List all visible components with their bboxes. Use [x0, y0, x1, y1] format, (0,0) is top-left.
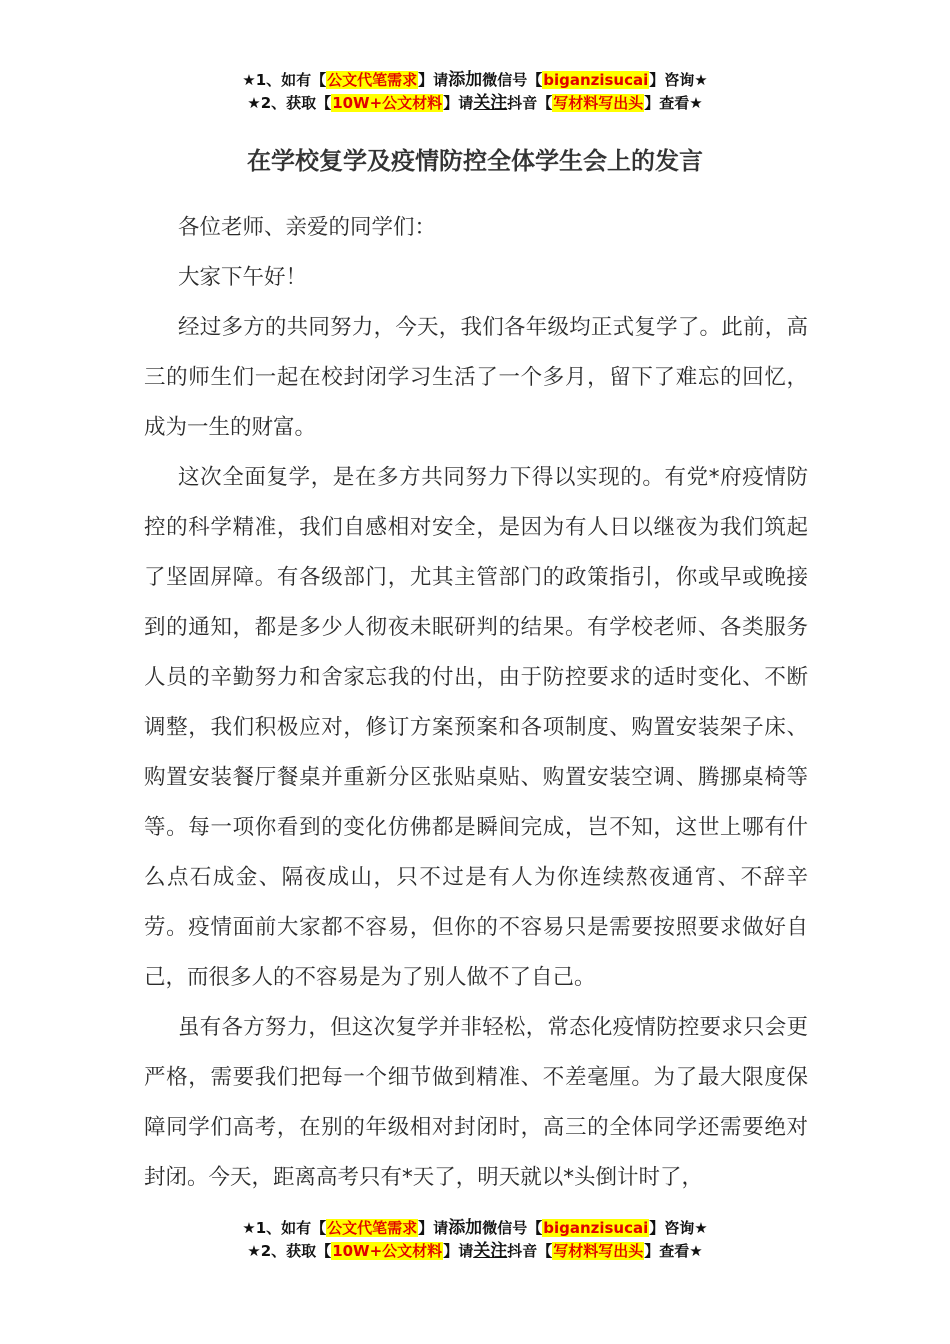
document-body — [144, 203, 808, 1203]
body-paragraph: 这次全面复学，是在多方共同努力下得以实现的。有党*府疫情防控的科学精准，我们自感相对安全，是因为有人日以继夜为我们筑起了坚固屏障。有各级部门，尤其主管部门的政策指引，你或早或晚接到的通知，都是多少人彻夜未眠研判的结果。有学校老师、各类服务人员的辛勤努力和舍家忘我的付出，由于防控要求的适时变化、不断调整，我们积极应对，修订方案预案和各项制度、购置安装架子床、购置安装餐厅餐桌并重新分区张贴桌贴、购置安装空调、腾挪桌椅等等。每一项你看到的变化仿佛都是瞬间完成，岂不知，这世上哪有什么点石成金、隔夜成山，只不过是有人为你连续熬夜通宵、不辞辛劳。疫情面前大家都不容易，但你的不容易只是需要按照要求做好自己，而很多人的不容易是为了别人做不了自己。 — [144, 465, 808, 990]
ad-line-1 — [0, 69, 950, 92]
ad-text: 】查看★ — [644, 94, 703, 112]
ad-text: 微信号【 — [482, 1219, 543, 1237]
ad-text: 抖音【 — [507, 94, 553, 112]
body-paragraph: 虽有各方努力，但这次复学并非轻松，常态化疫情防控要求只会更严格，需要我们把每一个细节做到精准、不差毫厘。为了最大限度保障同学们高考，在别的年级相对封闭时，高三的全体同学还需要绝对封闭。今天，距离高考只有*天了，明天就以*头倒计时了， — [144, 1015, 808, 1190]
ad-text: 】请 — [418, 71, 449, 89]
ad-text: 】查看★ — [644, 1242, 703, 1260]
highlighted-text: 10W+公文材料 — [332, 94, 443, 112]
ad-text: 】咨询★ — [649, 71, 708, 89]
highlighted-text: 公文代笔需求 — [327, 1219, 418, 1237]
emphasis-text: 关注 — [473, 93, 508, 113]
ad-text: ★2、获取【 — [247, 1242, 332, 1260]
document-title: 在学校复学及疫情防控全体学生会上的发言 — [247, 147, 703, 175]
douyin-account: 写材料写出头 — [553, 94, 644, 112]
ad-text: 微信号【 — [482, 71, 543, 89]
ad-line-2 — [0, 92, 950, 115]
ad-line-2 — [0, 1240, 950, 1263]
ad-text: ★1、如有【 — [242, 1219, 327, 1237]
wechat-id: biganzisucai — [543, 71, 649, 89]
ad-line-1 — [0, 1217, 950, 1240]
ad-text: ★1、如有【 — [242, 71, 327, 89]
emphasis-text: 添加 — [448, 1218, 483, 1238]
salutation: 各位老师、亲爱的同学们： — [178, 215, 437, 240]
body-paragraph: 经过多方的共同努力，今天，我们各年级均正式复学了。此前，高三的师生们一起在校封闭学习生活了一个多月，留下了难忘的回忆，成为一生的财富。 — [144, 315, 808, 440]
highlighted-text: 10W+公文材料 — [332, 1242, 443, 1260]
highlighted-text: 公文代笔需求 — [327, 71, 418, 89]
emphasis-text: 关注 — [473, 1241, 508, 1261]
footer-ad-banner — [0, 1217, 950, 1263]
ad-text: 】请 — [418, 1219, 449, 1237]
ad-text: 】请 — [443, 1242, 474, 1260]
ad-text: 抖音【 — [507, 1242, 553, 1260]
ad-text: 】咨询★ — [649, 1219, 708, 1237]
douyin-account: 写材料写出头 — [553, 1242, 644, 1260]
ad-text: ★2、获取【 — [247, 94, 332, 112]
header-ad-banner — [0, 69, 950, 115]
emphasis-text: 添加 — [448, 70, 483, 90]
wechat-id: biganzisucai — [543, 1219, 649, 1237]
ad-text: 】请 — [443, 94, 474, 112]
greeting: 大家下午好！ — [178, 265, 308, 290]
